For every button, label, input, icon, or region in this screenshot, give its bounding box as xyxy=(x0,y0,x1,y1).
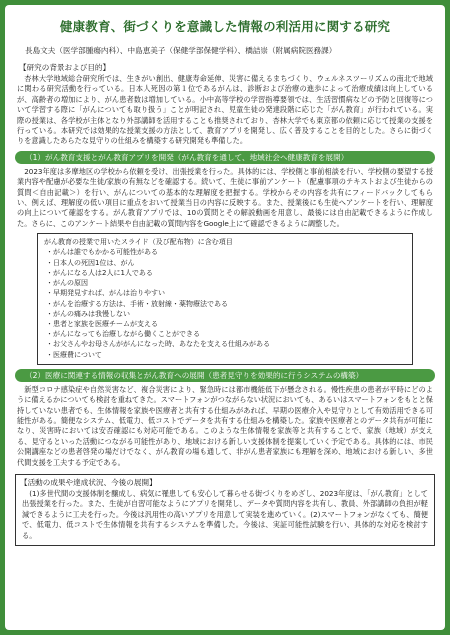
list-item: ・がんを治療する方法は、手術・放射線・薬物療法である xyxy=(46,299,228,308)
poster-panel xyxy=(5,5,445,630)
section1-heading-bar: （1）がん教育支援とがん教育アプリを開発（がん教育を通して、地域社会へ健康教育を展開） xyxy=(15,151,435,164)
slide-items-box xyxy=(37,233,413,364)
list-item: ・がんになる人は2人に1人である xyxy=(46,268,153,277)
list-item: ・患者と家族を医療チームが支える xyxy=(46,319,158,328)
list-item: ・日本人の死因1位は、がん xyxy=(46,258,135,267)
background-heading: 【研究の背景および目的】 xyxy=(19,63,111,72)
list-item: ・がんは誰でもかかる可能性がある xyxy=(46,248,158,257)
list-item: ・早期発見すれば、がんは治りやすい xyxy=(46,289,165,298)
activities-heading: 【活動の成果や達成状況、今後の展開】 xyxy=(20,477,157,487)
section1-text: 2023年度は多摩地区の学校から依頼を受け、出張授業を行った。具体的には、学校側と事前相談を行い、学校側の要望する授業内容や配慮が必要な生徒/家族の有無などを確認する。続いて、生徒に事前アンケート（配慮事項のテキストおよび生徒からの質問＜自由記載＞）を行い、がんについての基本的な理解度を把握する。学校からその内容を共有にフィードバックしてもらい、例えば、理解度の低い項目に重点をおいて授業当日の内容に反映する。また、授業後にも生徒へアンケートを行い、理解度の向上について確認をする。がん教育アプリでは、10の質問とその解説動画を用意し、最後には自由記載できるように作成した。さらに、このアンケート結果や自由記載の質問内容をGoogle上にて確認できるように調整した。 xyxy=(17,166,433,228)
authors-line: 長島文夫（医学部腫瘍内科）、中島恵美子（保健学部保健学科）、橋詰崇（附属病院医務課） xyxy=(25,46,337,55)
list-item: ・お父さんやお母さんががんになった時、あなたを支える仕組みがある xyxy=(46,340,270,349)
slide-items-list xyxy=(44,247,406,359)
list-item: ・医療費について xyxy=(46,350,102,359)
background-text: 杏林大学地域総合研究所では、生きがい創出、健康寿命延伸、災害に備えるまちづくり、ウェルネスツーリズムの南北で地域に関わる研究活動を行っている。日本人死因の第１位であるがんは、診断および治療の進歩によって治療成績は向上しているが、高齢者の増加により、がん患者数は増加している。小中高等学校の学習指導要領では、生活習慣病などの予防と回復等について学習する際に「がんについても取り扱う」ことが明記され、児童生徒の発達段階に応じた「がん教育」が行われている。実際の授業は、各学校が主体となり外部講師を活用することも推奨されており、杏林大学でも東京都の依頼に応じて授業の支援を行っている。本研究では効果的な授業支援の方法として、教育アプリを開発し、広く普及することを目的とした。さらに街づくりを意識したあらたな見守りの仕組みを構築する研究開発も準備した。 xyxy=(17,74,433,146)
slide-items-title: がん教育の授業で用いたスライド（及び配布物）に含む項目 xyxy=(44,238,233,247)
list-item: ・がんの原因 xyxy=(46,279,88,288)
list-item: ・がんになっても治療しながら働くことができる xyxy=(46,330,200,339)
activities-box xyxy=(15,474,435,546)
activities-text: (1)多世代間の支援体制を醸成し、病気に罹患しても安心して暮らせる街づくりをめざし、2023年度は、「がん教育」として出張授業を行った。また、生徒が自習可能なようにアプリを開発し、データや質問内容を共有し、教員、外部講師の負担が軽減できるように工夫を行った。今後は汎用性の高いアプリを用意して実装を進めていく。(2)スマートフォンがなくても、簡便で、低電力、低コストで生体情報を共有するシステムを準備した。今後は、実証可能性試験を行い、具体的な対応を検討する。 xyxy=(22,488,428,540)
poster-content xyxy=(15,63,435,546)
section2-text: 新型コロナ感染症や自然災害など、複合災害により、緊急時には都市機能低下が懸念される。慢性疾患の患者が平時にどのように備えるかについても検討を重ねてきた。スマートフォンがつながらない状況においても、あるいはスマートフォンをもとと保持していない患者でも、生体情報を家族や医療者と共有する仕組みがあれば、早期の医療介入や見守りとして有効活用できる可能性がある。簡便なシステム、低電力、低コストでデータを共有する仕組みを構築した。家族や医療者とのデータ共有が可能になり、災害時においては安否確認にも対応可能である。このような生体情報を家族等と共有することで、家族（地域）が支える、見守るといった活動につながる可能性があり、地域における新しい支援体制を提案していく予定である。具体的には、市民公開講座などの患者啓発の場だけでなく、がん教育の場も通して、非がん患者家族にも理解を深め、地域における新しい、多世代間支援を工夫する予定である。 xyxy=(17,384,433,467)
section2-heading-bar: （2）医療に関連する情報の収集とがん教育への展開（患者見守りを効果的に行うシステムの構築） xyxy=(15,369,435,382)
page-title: 健康教育、街づくりを意識した情報の利活用に関する研究 xyxy=(59,19,391,34)
list-item: ・がんの痛みは我慢しない xyxy=(46,309,130,318)
